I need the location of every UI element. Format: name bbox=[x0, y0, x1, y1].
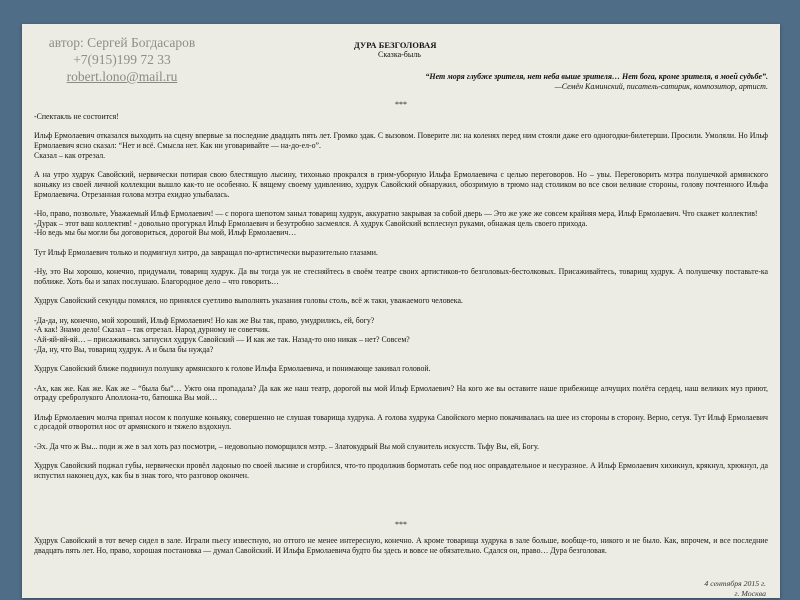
paragraph bbox=[34, 296, 768, 306]
paragraph-line: -Но, право, позвольте, Уважаемый Ильф Ермолаевич! — с порога шепотом заныл товарищ худрук, аккуратно закрывая за собой дверь — Это же уже же совсем крайняя мера, Ильф Ермолаевич. Что скажет коллектив! bbox=[34, 208, 758, 218]
paragraph-line: Худрук Савойский поджал губы, нервически провёл ладонью по своей лысине и сгорбился, что-то продолжив бормотать себе под нос оправдательное и несуразное. А Ильф Ермолаевич хихикнул, крякнул, хрюкнул, да испустил наконец дух, как бы в знак того, что разговор окончен. bbox=[34, 461, 768, 480]
story-subtitle: Сказка-быль bbox=[378, 50, 421, 59]
title-block bbox=[354, 41, 504, 59]
paragraph-line: -А как! Знамо дело! Сказал – так отрезал. Народ дурному не советчик. bbox=[34, 325, 270, 335]
paragraph-line: Худрук Савойский в тот вечер сидел в зале. Играли пьесу известную, но оттого не менее интересную, конечно. А кроме товарища худрука в зале больше, вообще-то, никого и не было. Как, впрочем, и все последние двадцать пять лет. Но, право, хорошая постановка — думал Савойский. И Ильфа Ермолаевича будто бы здесь и вовсе не обязательно. Сдался он, право… Дура безголовая. bbox=[34, 536, 768, 555]
paragraph-line: Ильф Ермолаевич отказался выходить на сцену впервые за последние двадцать пять лет. Громко здак. С вызовом. Поверите ли: на коленях перед ним стояли даже его одногодки-билетерши. Просили. Умоляли. Но Ильф Ермолаевич ясно сказал: “Нет и всё. Смысла нет. Как ни уговаривайте — на-до-ел-о”. bbox=[34, 131, 768, 151]
paragraph bbox=[34, 170, 768, 199]
story-body-part1 bbox=[34, 112, 768, 490]
epigraph-attribution: —Семён Каминский, писатель-сатирик, композитор, артист. bbox=[554, 82, 768, 91]
footer-city: г. Москва bbox=[734, 588, 766, 598]
section-separator: *** bbox=[395, 520, 407, 529]
footer-date: 4 сентября 2015 г. bbox=[704, 579, 766, 588]
document-page bbox=[22, 24, 780, 598]
paragraph bbox=[34, 384, 768, 403]
paragraph-line: Ильф Ермолаевич молча припал носом к полушке коньяку, совершенно не слушая товарища худрука. А голова худрука Савойского мерно покачивалась на шее из стороны в сторону. Верно, сетуя. Тут Ильф Ермолаевич с досадой отворотил нос от армянского и тяжело вздохнул. bbox=[34, 412, 768, 432]
paragraph-line: Худрук Савойский ближе подвинул полушку армянского к голове Ильфа Ермолаевича, и понимающе закивал головой. bbox=[34, 364, 431, 374]
paragraph-line: -Спектакль не состоится! bbox=[34, 112, 119, 121]
epigraph-quote: “Нет моря глубже зрителя, нет неба выше зрителя… Нет бога, кроме зрителя, в моей судьбе”. bbox=[425, 72, 768, 81]
paragraph bbox=[34, 316, 768, 355]
story-title: ДУРА БЕЗГОЛОВАЯ bbox=[354, 41, 437, 50]
paragraph bbox=[34, 112, 768, 122]
paragraph bbox=[34, 209, 768, 238]
author-block bbox=[32, 34, 212, 85]
paragraph-line: -Ну, это Вы хорошо, конечно, придумали, товарищ худрук. Да вы тогда уж не стесняйтесь в своём театре своих артистиков-то безголовых-бестолковых. Присаживайтесь, товарищ худрук. А полушечку поставьте-ка поближе. Хоть бы и запах послушаю. Благородное дело – что говорить… bbox=[34, 267, 768, 286]
paragraph-line: Сказал – как отрезал. bbox=[34, 150, 106, 160]
paragraph bbox=[34, 413, 768, 432]
paragraph-line: Тут Ильф Ермолаевич только и подмигнул хитро, да завращал по-артистически выразительно глазами. bbox=[34, 247, 378, 257]
paragraph-line: А на утро худрук Савойский, нервически потирая свою блестящую лысину, тихонько прокрался в грим-уборную Ильфа Ермолаевича с целью переговоров. Но – увы. Переговорить мэтра полушечкой армянского коньяку из своей личной коллекции вышло как-то не особенно. К вящему своему удивлению, худрук Савойский обнаружил, обозримую в трюмо над столиком во все свои великие стороны, голову почтенного Ильфа Ермолаевича. Отрезанная голова мэтра ехидно улыбалась. bbox=[34, 170, 768, 199]
paragraph bbox=[34, 461, 768, 480]
paragraph bbox=[34, 248, 768, 258]
paragraph-line: -Да, ну, что Вы, товарищ худрук. А и была бы нужда? bbox=[34, 344, 214, 354]
epigraph bbox=[348, 72, 768, 92]
paragraph bbox=[34, 364, 768, 374]
story-body-part2 bbox=[34, 536, 768, 565]
author-email-link[interactable]: robert.lono@mail.ru bbox=[66, 69, 178, 84]
paragraph-line: -Да-да, ну, конечно, мой хороший, Ильф Ермолаевич! Но как же Вы так, право, умудрились, ей, богу? bbox=[34, 315, 375, 325]
paragraph bbox=[34, 267, 768, 286]
author-phone: +7(915)199 72 33 bbox=[73, 52, 171, 67]
paragraph-line: -Дурак – этот ваш коллектив! - довольно прогуркал Ильф Ермолаевич и безутробно засмеялся. А худрук Савойский всплеснул руками, обнажая цель своего прихода. bbox=[34, 218, 588, 228]
paragraph bbox=[34, 442, 768, 452]
paragraph-line: Худрук Савойский секунды помялся, но принялся суетливо выполнять указания головы столь, всё ж таки, уважаемого человека. bbox=[34, 296, 463, 306]
paragraph bbox=[34, 131, 768, 160]
paragraph-line: -Эх. Да что ж Вы... поди ж же в зал хоть раз посмотри, – недовольно поморщился мэтр. – Златокудрый Вы мой служитель искусств. Тьфу Вы, ей, Богу. bbox=[34, 441, 539, 451]
author-name: автор: Сергей Богдасаров bbox=[48, 35, 196, 50]
paragraph-line: -Ах, как же. Как же. Как же – “была бы”… Ужто она пропадала? Да как же наш театр, дорогой вы мой Ильф Ермолаевич? На кого же вы оставите наше прибежище алчущих полёта сердец, наш великих муз приют, отраду сребролукого Аполлона-то, батюшка Вы мой… bbox=[34, 383, 768, 403]
paragraph bbox=[34, 536, 768, 555]
paragraph-line: -Но ведь мы бы могли бы договориться, дорогой Вы мой, Ильф Ермолаевич… bbox=[34, 228, 297, 238]
paragraph-line: -Ай-яй-яй-яй… – присаживаясь загнусил худрук Савойский — И как же так. Назад-то оно никак – нет? Совсем? bbox=[34, 335, 410, 345]
footer-signature bbox=[704, 579, 766, 598]
section-separator: *** bbox=[395, 100, 407, 109]
